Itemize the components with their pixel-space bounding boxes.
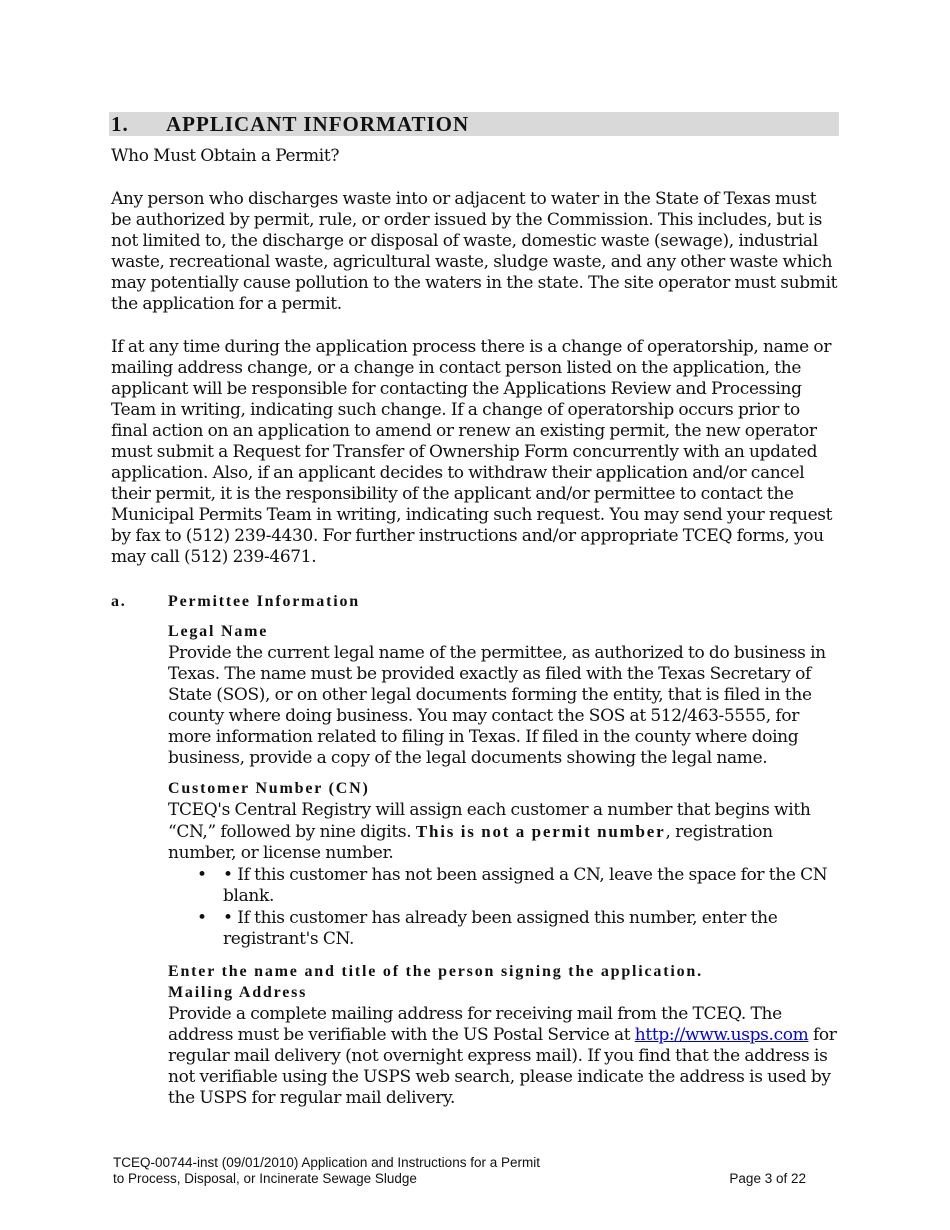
footer-line-1: TCEQ-00744-inst (09/01/2010) Application and Instructions for a Permit (113, 1155, 540, 1170)
bullet-text: • If this customer has already been assigned this number, enter the registrant's CN. (223, 908, 778, 949)
list-item (168, 865, 840, 907)
customer-number-text-before: TCEQ's Central Registry will assign each customer a number that begins with “CN,” followed by nine digits. (168, 800, 811, 842)
section-number: 1. (111, 112, 129, 136)
mailing-address-text (168, 1004, 840, 1109)
section-heading (109, 112, 839, 136)
subtitle: Who Must Obtain a Permit? (111, 146, 340, 166)
bullet-marker: • (197, 865, 207, 885)
signer-heading: Enter the name and title of the person signing the application. (168, 963, 703, 980)
mailing-address-text-after: for regular mail delivery (not overnight express mail). If you find that the address is not verifiable using the USPS web search, please indicate the address is used by the USPS for regular mail delivery. (168, 1025, 837, 1108)
list-item (168, 908, 840, 950)
customer-number-heading: Customer Number (CN) (168, 780, 370, 797)
mailing-address-heading: Mailing Address (168, 984, 308, 1001)
customer-number-text-after: , registration number, or license number. (168, 822, 773, 863)
subsection-label: a. (111, 593, 127, 610)
not-permit-number-emphasis: This is not a permit number (415, 822, 666, 841)
page-number: Page 3 of 22 (729, 1171, 806, 1186)
customer-number-bullets (168, 865, 840, 951)
bullet-text: • If this customer has not been assigned a CN, leave the space for the CN blank. (223, 865, 828, 906)
section-title: APPLICANT INFORMATION (166, 112, 470, 136)
page-footer (113, 1155, 813, 1187)
legal-name-heading: Legal Name (168, 623, 269, 640)
legal-name-text: Provide the current legal name of the permittee, as authorized to do business in Texas. The name must be provided exactly as filed with the Texas Secretary of State (SOS), or on other legal documents forming the entity, that is filed in the county where doing business. You may contact the SOS at 512/463-5555, for more information related to filing in Texas. If filed in the county where doing business, provide a copy of the legal documents showing the legal name. (168, 643, 826, 768)
bullet-marker: • (197, 908, 207, 928)
footer-line-2: to Process, Disposal, or Incinerate Sewage Sludge (113, 1171, 417, 1186)
mailing-address-text-before: Provide a complete mailing address for receiving mail from the TCEQ. The address must be verifiable with the US Postal Service at (168, 1004, 782, 1045)
paragraph-who-must-obtain: Any person who discharges waste into or adjacent to water in the State of Texas must be authorized by permit, rule, or order issued by the Commission. This includes, but is not limited to, the discharge or disposal of waste, domestic waste (sewage), industrial waste, recreational waste, agricultural waste, sludge waste, and any other waste which may potentially cause pollution to the waters in the state. The site operator must submit the application for a permit. (111, 189, 838, 314)
usps-link[interactable]: http://www.usps.com (634, 1025, 809, 1045)
paragraph-change-notification: If at any time during the application process there is a change of operatorship, name or mailing address change, or a change in contact person listed on the application, the applicant will be responsible for contacting the Applications Review and Processing Team in writing, indicating such change. If a change of operatorship occurs prior to final action on an application to amend or renew an existing permit, the new operator must submit a Request for Transfer of Ownership Form concurrently with an updated application. Also, if an applicant decides to withdraw their application and/or cancel their permit, it is the responsibility of the applicant and/or permittee to contact the Municipal Permits Team in writing, indicating such request. You may send your request by fax to (512) 239-4430. For further instructions and/or appropriate TCEQ forms, you may call (512) 239-4671. (111, 337, 833, 567)
customer-number-text (168, 800, 840, 864)
subsection-title: Permittee Information (168, 593, 360, 610)
